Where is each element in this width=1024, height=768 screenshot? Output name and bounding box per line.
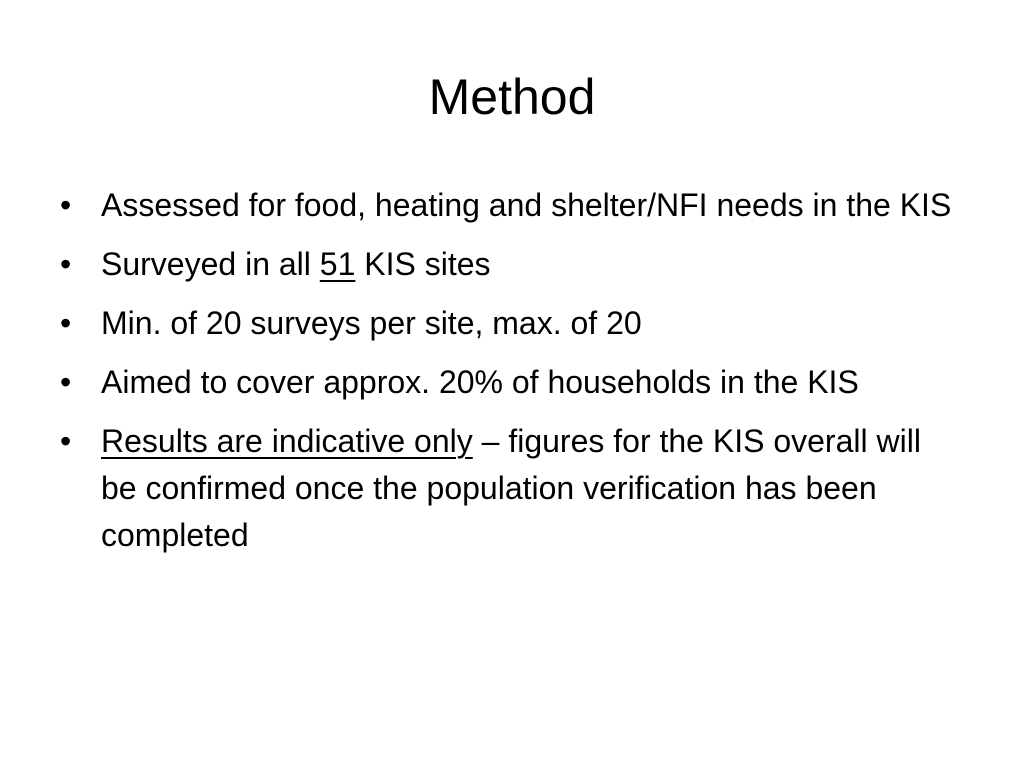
bullet-item-coverage xyxy=(60,359,965,406)
bullet-icon: • xyxy=(60,423,72,459)
bullet-icon: • xyxy=(60,305,72,341)
bullet-text-suffix: KIS sites xyxy=(355,246,491,282)
bullet-text: Min. of 20 surveys per site, max. of 20 xyxy=(101,305,642,341)
bullet-icon: • xyxy=(60,364,72,400)
bullet-text-prefix: Surveyed in all xyxy=(101,246,320,282)
bullet-text: Assessed for food, heating and shelter/NFI needs in the KIS xyxy=(101,187,952,223)
bullet-text: Aimed to cover approx. 20% of households in the KIS xyxy=(101,364,859,400)
bullet-icon: • xyxy=(60,246,72,282)
bullet-item-assessed xyxy=(60,182,965,229)
bullet-item-results xyxy=(60,418,965,559)
results-caveat-underlined: Results are indicative only xyxy=(101,423,473,459)
bullet-list xyxy=(60,182,965,571)
bullet-text-suffix: – figures for the KIS overall will be confirmed once the population verification has been completed xyxy=(101,423,921,553)
bullet-item-min-max xyxy=(60,300,965,347)
site-count-underlined: 51 xyxy=(319,246,356,282)
bullet-item-surveyed xyxy=(60,241,965,288)
slide-title: Method xyxy=(428,69,596,125)
bullet-icon: • xyxy=(60,187,72,223)
